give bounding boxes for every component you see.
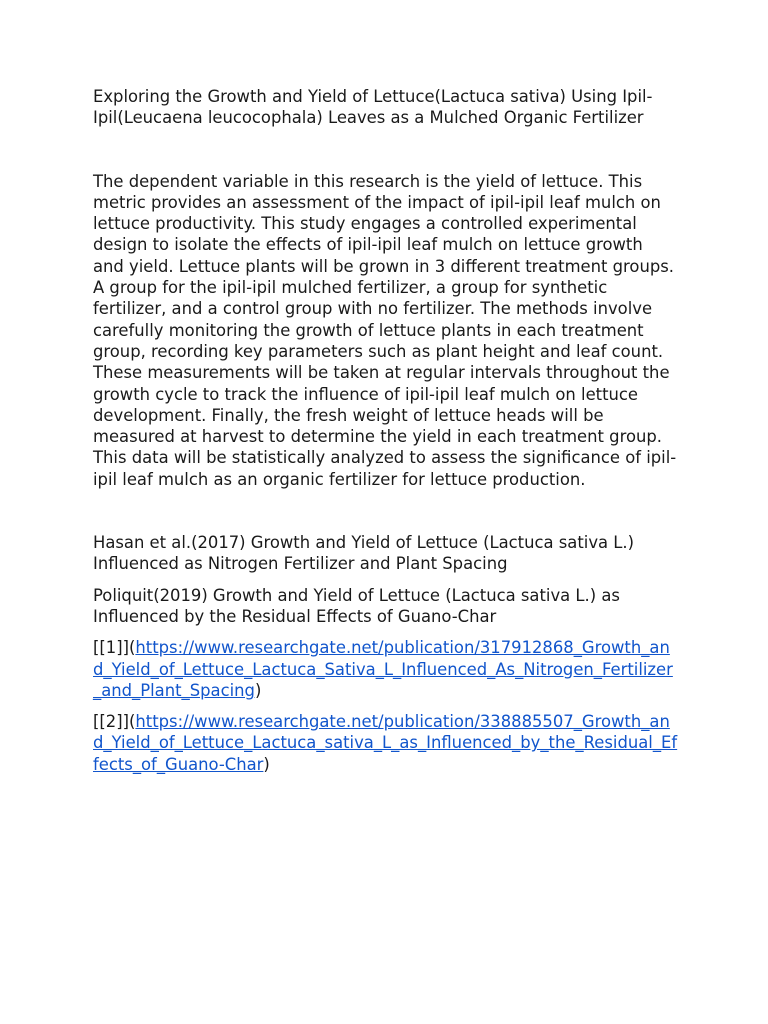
reference-2: Poliquit(2019) Growth and Yield of Lettuce (Lactuca sativa L.) as Influenced by the Residual Effects of Guano-Char bbox=[93, 585, 620, 626]
reference-link-1[interactable]: https://www.researchgate.net/publication/317912868_Growth_and_Yield_of_Lettuce_Lactuca_Sativa_L_Influenced_As_Nitrogen_Fertilizer_and_Plant_Spacing bbox=[93, 638, 673, 700]
link-line-1 bbox=[93, 637, 678, 701]
link-line-2 bbox=[93, 711, 678, 775]
link-prefix-1: [[1]]( bbox=[93, 638, 136, 658]
link-suffix-2: ) bbox=[263, 754, 270, 774]
reference-link-2[interactable]: https://www.researchgate.net/publication/338885507_Growth_and_Yield_of_Lettuce_Lactuca_sativa_L_as_Influenced_by_the_Residual_Effects_of_Guano-Char bbox=[93, 712, 678, 774]
link-suffix-1: ) bbox=[254, 680, 262, 700]
reference-1: Hasan et al.(2017) Growth and Yield of Lettuce (Lactuca sativa L.) Influenced as Nitrogen Fertilizer and Plant Spacing bbox=[93, 533, 635, 574]
body-paragraph: The dependent variable in this research is the yield of lettuce. This metric provides an assessment of the impact of ipil-ipil leaf mulch on lettuce productivity. This study engages a controlled experimental design to isolate the effects of ipil-ipil leaf mulch on lettuce growth and yield. Lettuce plants will be grown in 3 different treatment groups. A group for the ipil-ipil mulched fertilizer, a group for synthetic fertilizer, and a control group with no fertilizer. The methods involve carefully monitoring the growth of lettuce plants in each treatment group, recording key parameters such as plant height and leaf count. These measurements will be taken at regular intervals throughout the growth cycle to track the influence of ipil-ipil leaf mulch on lettuce development. Finally, the fresh weight of lettuce heads will be measured at harvest to determine the yield in each treatment group. This data will be statistically analyzed to assess the significance of ipil-ipil leaf mulch as an organic fertilizer for lettuce production. bbox=[93, 171, 677, 489]
document-title: Exploring the Growth and Yield of Lettuce(Lactuca sativa) Using Ipil-Ipil(Leucaena leucocophala) Leaves as a Mulched Organic Fertilizer bbox=[93, 87, 653, 128]
link-prefix-2: [[2]]( bbox=[93, 712, 136, 732]
document-content bbox=[93, 86, 678, 785]
